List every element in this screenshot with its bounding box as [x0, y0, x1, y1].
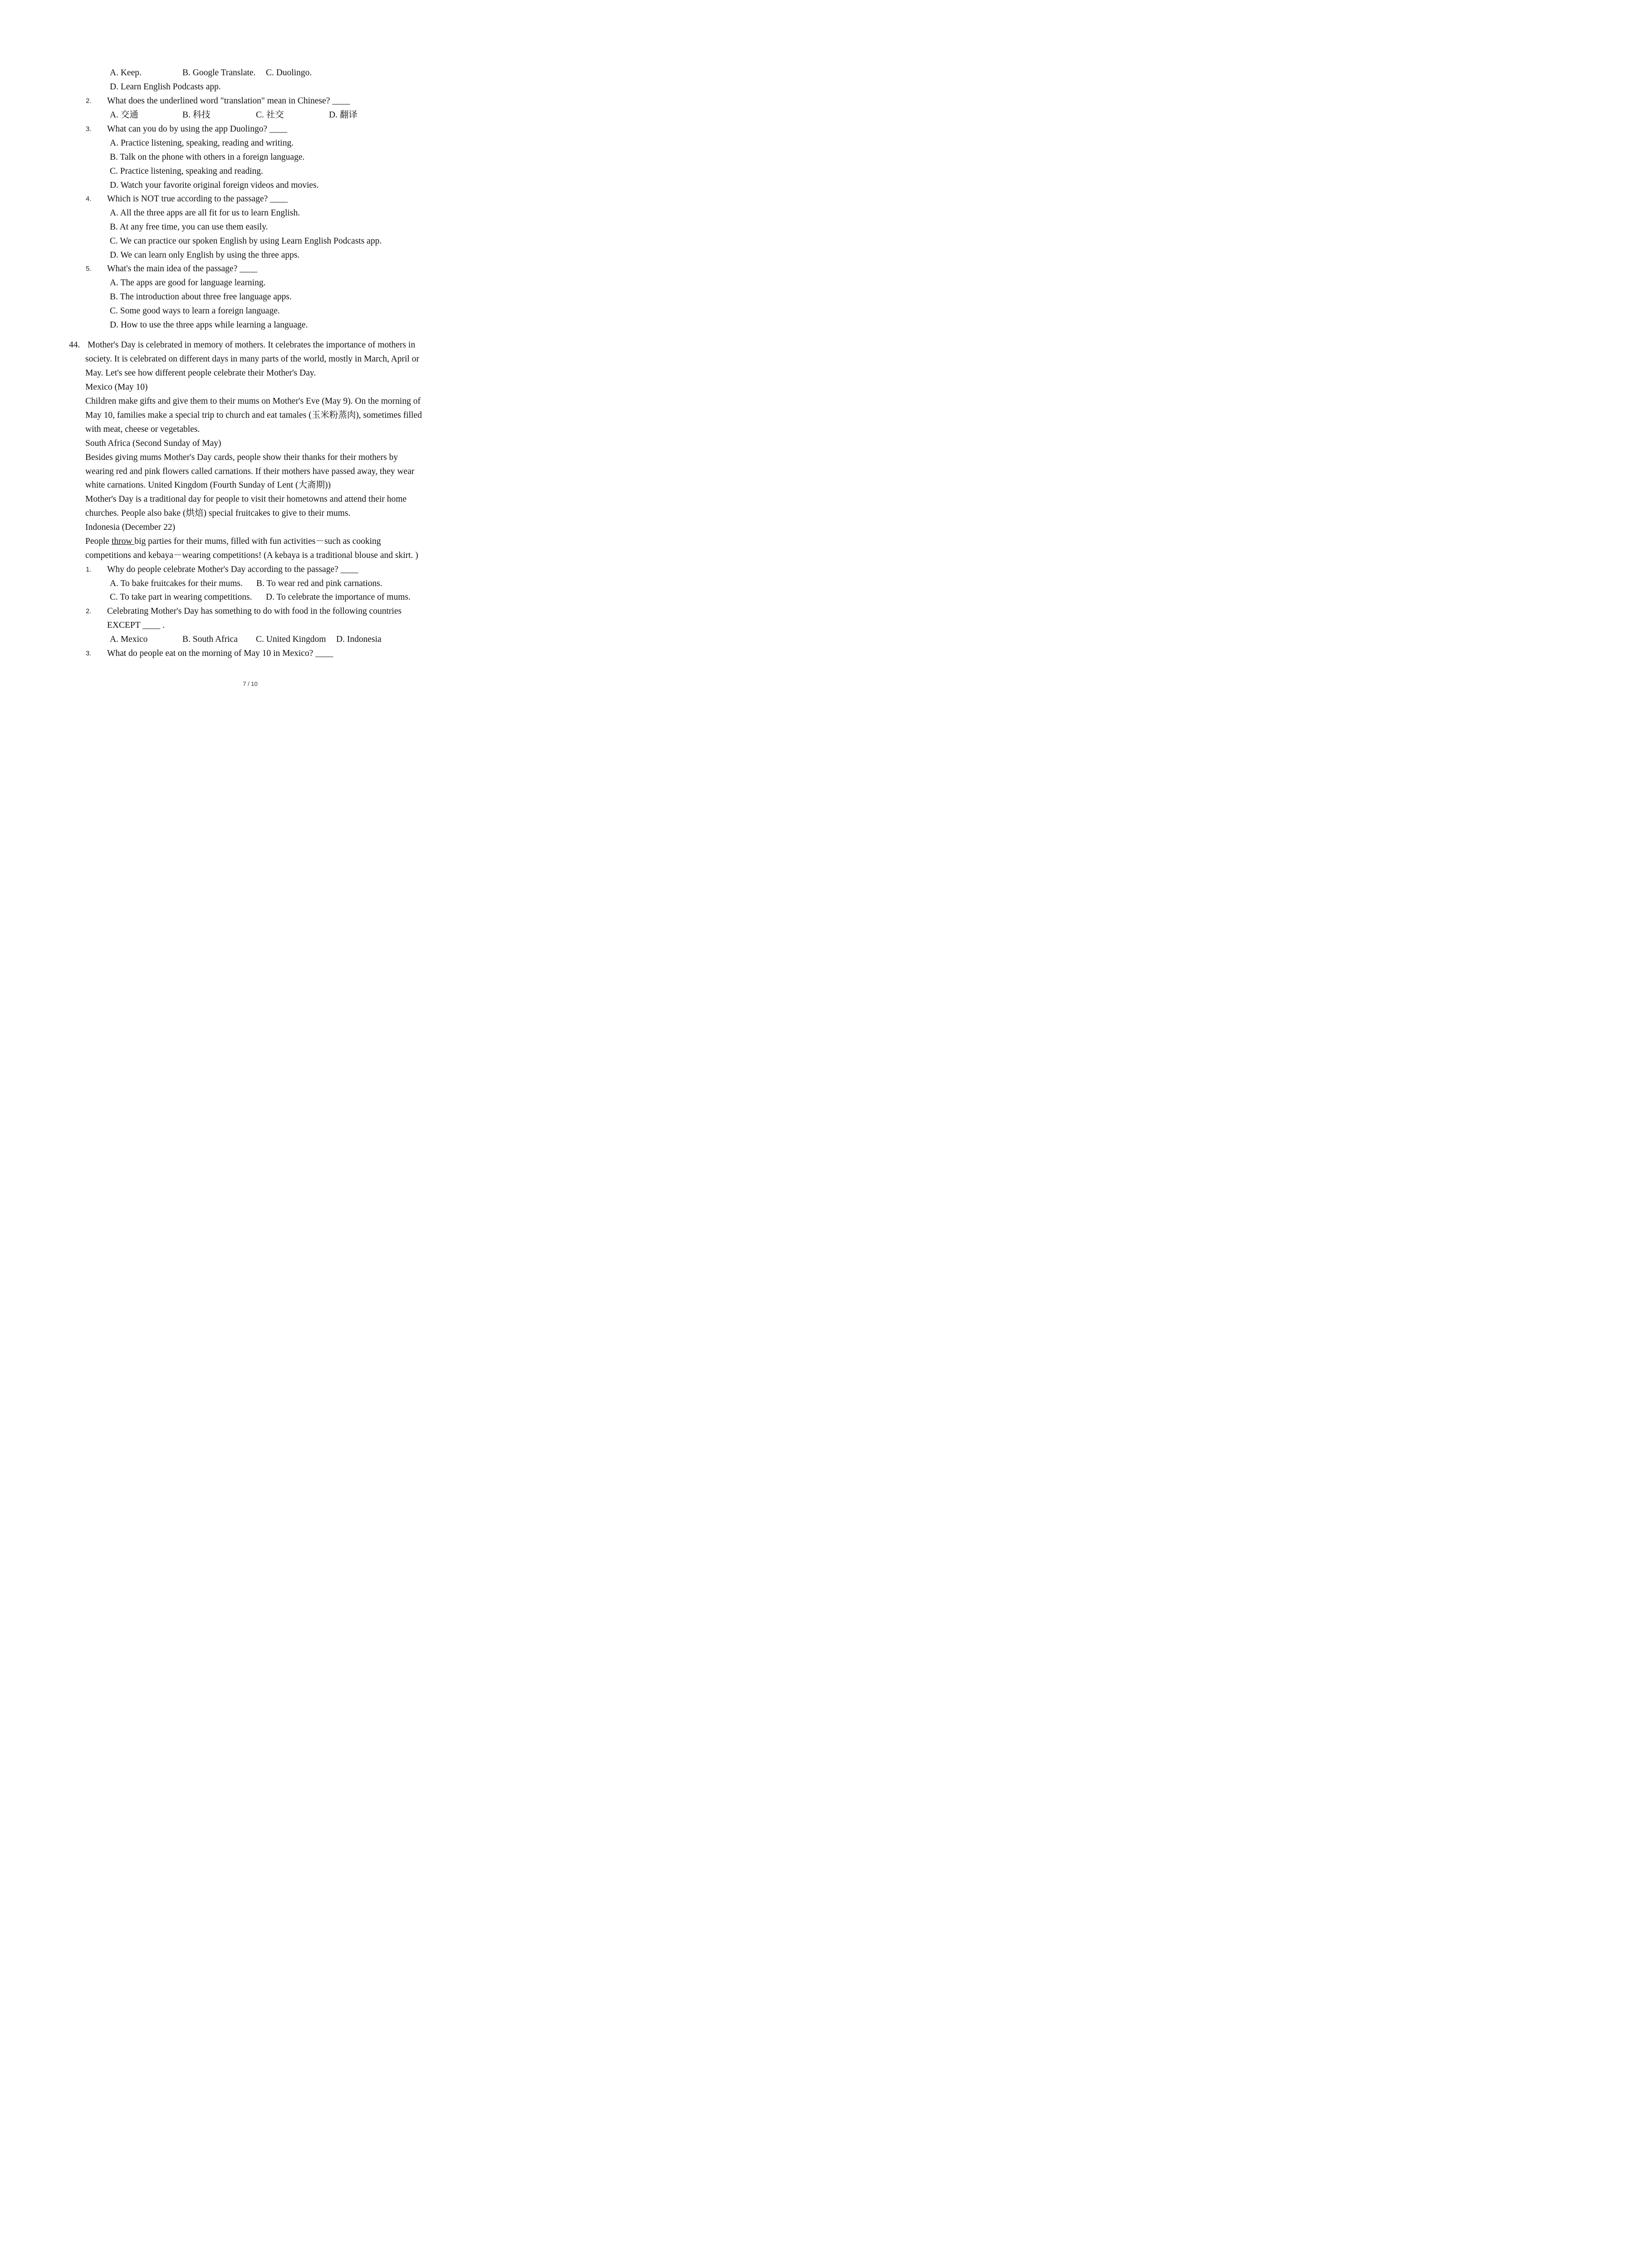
- q43-q5-stem: What's the main idea of the passage? ____: [107, 264, 258, 274]
- q43-q3-option-d: D. Watch your favorite original foreign videos and movies.: [110, 181, 319, 190]
- q44-passage-line: Mother's Day is a traditional day for people to visit their hometowns and attend their home: [85, 494, 407, 504]
- q43-q5-option-d: D. How to use the three apps while learning a language.: [110, 320, 308, 330]
- q44-passage-line: with meat, cheese or vegetables.: [85, 425, 200, 434]
- q44-underlined-word-throw: throw: [111, 537, 135, 546]
- q44-passage-line: May. Let's see how different people celebrate their Mother's Day.: [85, 368, 316, 378]
- q43-q5-number: 5.: [86, 265, 92, 273]
- q43-q4-option-c: C. We can practice our spoken English by using Learn English Podcasts app.: [110, 236, 382, 246]
- q44-q1-stem: Why do people celebrate Mother's Day according to the passage? ____: [107, 565, 358, 574]
- q43-q3-stem: What can you do by using the app Duolingo? ____: [107, 124, 287, 134]
- q44-q2-option-a: A. Mexico: [110, 635, 148, 644]
- q44-q1-option-d: D. To celebrate the importance of mums.: [266, 592, 411, 602]
- q44-q2-option-d: D. Indonesia: [336, 635, 382, 644]
- q44-q3-stem: What do people eat on the morning of May 10 in Mexico? ____: [107, 649, 333, 658]
- q43-q1-option-d: D. Learn English Podcasts app.: [110, 82, 221, 92]
- q44-number: 44.: [69, 340, 80, 350]
- q44-heading-mexico: Mexico (May 10): [85, 382, 148, 392]
- q44-q1-option-b: B. To wear red and pink carnations.: [256, 579, 382, 588]
- q44-q2-stem: Celebrating Mother's Day has something to do with food in the following countries: [107, 606, 402, 616]
- q43-q5-option-b: B. The introduction about three free language apps.: [110, 292, 292, 302]
- q44-passage-line: churches. People also bake (烘焙) special fruitcakes to give to their mums.: [85, 508, 351, 518]
- q44-q2-option-b: B. South Africa: [182, 635, 238, 644]
- q44-heading-indonesia: Indonesia (December 22): [85, 523, 176, 532]
- q43-q2-option-c: C. 社交: [256, 110, 284, 120]
- page-number: 7 / 10: [243, 680, 258, 687]
- q43-q3-option-c: C. Practice listening, speaking and reading.: [110, 166, 263, 176]
- q44-passage-line: May 10, families make a special trip to church and eat tamales (玉米粉蒸肉), sometimes filled: [85, 411, 422, 420]
- q43-q5-option-c: C. Some good ways to learn a foreign language.: [110, 306, 280, 316]
- q44-q2-stem-cont: EXCEPT ____ .: [107, 621, 165, 630]
- q43-q3-number: 3.: [86, 125, 92, 133]
- q44-line15-post: big parties for their mums, filled with fun activities－such as cooking: [134, 537, 381, 546]
- q43-q4-number: 4.: [86, 195, 92, 203]
- q44-passage-line: [85, 536, 381, 547]
- q43-q4-option-a: A. All the three apps are all fit for us to learn English.: [110, 208, 300, 218]
- q44-passage-line: white carnations. United Kingdom (Fourth Sunday of Lent (大斋期)): [85, 480, 331, 490]
- q44-passage-line: society. It is celebrated on different days in many parts of the world, mostly in March, April or: [85, 354, 419, 364]
- q44-q1-number: 1.: [86, 566, 92, 573]
- q43-q2-option-b: B. 科技: [182, 110, 211, 120]
- q43-q2-option-a: A. 交通: [110, 110, 138, 120]
- q43-q1-option-b: B. Google Translate.: [182, 68, 256, 78]
- q43-q3-option-b: B. Talk on the phone with others in a foreign language.: [110, 152, 305, 162]
- q44-q1-option-c: C. To take part in wearing competitions.: [110, 592, 252, 602]
- q43-q4-option-b: B. At any free time, you can use them easily.: [110, 222, 268, 232]
- q44-line15-pre: People: [85, 537, 112, 546]
- q43-q2-stem: What does the underlined word "translation" mean in Chinese? ____: [107, 96, 350, 106]
- q44-q1-option-a: A. To bake fruitcakes for their mums.: [110, 579, 243, 588]
- q44-q3-number: 3.: [86, 650, 92, 657]
- q43-q1-option-c: C. Duolingo.: [266, 68, 312, 78]
- q44-passage-line: wearing red and pink flowers called carnations. If their mothers have passed away, they wear: [85, 467, 415, 476]
- q43-q4-option-d: D. We can learn only English by using the three apps.: [110, 250, 300, 260]
- q43-q3-option-a: A. Practice listening, speaking, reading and writing.: [110, 138, 294, 148]
- q44-passage-line: Children make gifts and give them to their mums on Mother's Eve (May 9). On the morning of: [85, 396, 421, 406]
- q44-heading-south-africa: South Africa (Second Sunday of May): [85, 439, 221, 448]
- q44-q2-option-c: C. United Kingdom: [256, 635, 326, 644]
- q44-passage-line: Besides giving mums Mother's Day cards, people show their thanks for their mothers by: [85, 453, 398, 462]
- q44-passage-line: competitions and kebaya－wearing competitions! (A kebaya is a traditional blouse and skirt. ): [85, 551, 418, 560]
- q44-passage-line: Mother's Day is celebrated in memory of mothers. It celebrates the importance of mothers in: [88, 340, 416, 350]
- q43-q4-stem: Which is NOT true according to the passage? ____: [107, 194, 288, 204]
- q43-q5-option-a: A. The apps are good for language learning.: [110, 278, 266, 288]
- q43-q2-option-d: D. 翻译: [329, 110, 358, 120]
- q43-q1-option-a: A. Keep.: [110, 68, 142, 78]
- q44-q2-number: 2.: [86, 607, 92, 615]
- q43-q2-number: 2.: [86, 97, 92, 105]
